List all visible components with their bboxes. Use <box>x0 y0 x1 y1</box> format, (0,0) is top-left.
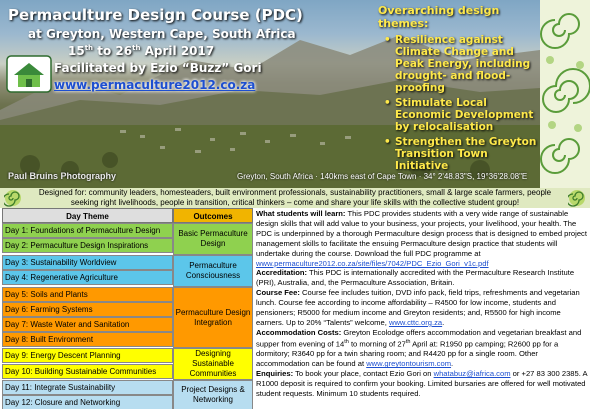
ordinal-suffix: th <box>344 338 349 345</box>
accommodation-text: Greyton Ecolodge offers accommodation and vegetarian breakfast and supper from evening of 14 <box>256 327 582 349</box>
designed-for-text: Designed for: community leaders, homesteaders, built environment professionals, sustainability practitioners, small & large scale farmers, people seeking right livelihoods, people in transition, critical thinkers – come and share your life skills with the collective student group! <box>38 188 552 207</box>
programme-link[interactable]: www.permaculture2012.co.za/site/files/7042/PDC_Ezio_Gori_v1c.pdf <box>256 258 489 268</box>
enquiries-label: Enquiries: <box>256 369 294 379</box>
theme-item: • Strengthen the Greyton Transition Town Initiative <box>388 136 538 172</box>
themes-heading: Overarching design themes: <box>378 4 500 30</box>
outcome-cell: Permaculture Consciousness <box>173 255 253 287</box>
theme-item: • Stimulate Local Economic Development by relocalisation <box>388 97 538 133</box>
accommodation-label: Accommodation Costs: <box>256 327 342 337</box>
location-caption: Greyton, South Africa · 140kms east of Cape Town · 34° 2'48.83"S, 19°36'28.08"E <box>237 172 528 181</box>
day-row: Day 4: Regenerative Agriculture <box>2 270 173 285</box>
accommodation-text: April at: R1950 pp camping; R2600 pp for a dormitory; R3640 pp for a twin sharing room; and R4420 pp for a single room. Other accommodation can be found at <box>256 339 559 369</box>
learn-paragraph <box>256 209 588 268</box>
outcome-cell: Project Designs & Networking <box>173 380 253 409</box>
designed-for-strip <box>0 188 590 208</box>
email-link[interactable]: whatabuz@iafrica.com <box>433 369 511 379</box>
fee-label: Course Fee: <box>256 288 300 298</box>
enquiries-text: or +27 83 300 2385. A R1000 deposit is required to confirm your booking. Limited bursaries are offered for well motivated student requests. Minimum 10 students required. <box>256 369 588 398</box>
accommodation-text: to morning of 27 <box>348 339 406 349</box>
day-row: Day 12: Closure and Networking <box>2 395 173 409</box>
enquiries-text: To book your place, contact Ezio Gori on <box>295 369 432 379</box>
day-row: Day 1: Foundations of Permaculture Design <box>2 223 173 238</box>
day-row: Day 3: Sustainability Worldview <box>2 255 173 270</box>
talents-link[interactable]: www.cttc.org.za <box>388 317 443 327</box>
accreditation-label: Accreditation: <box>256 268 308 278</box>
banner-photo <box>0 0 590 188</box>
fee-text: Course fee includes tuition, DVD info pack, field trips, refreshments and vegetarian lunch. Course fee according to income affordability – R4500 for low income, students and pensioners; R5000 for medium income and Greyton residents; and, R5500 for high income earners. Up to 20% “Talents” welcome, <box>256 288 580 327</box>
day-row: Day 2: Permaculture Design Inspirations <box>2 238 173 253</box>
outcome-cell: Designing Sustainable Communities <box>173 348 253 380</box>
house-logo-icon <box>6 55 52 93</box>
facilitator: Facilitated by Ezio “Buzz” Gori <box>54 61 262 75</box>
header-day-theme: Day Theme <box>2 208 173 223</box>
fee-paragraph: Course Fee: Course fee includes tuition, DVD info pack, field trips, refreshments and vegetarian lunch. Course fee according to income affordability – R4500 for low income, students and pensioners; R5000 for medium income and Greyton residents; and, R5500 for high income earners. Up to 20% “Talents” welcome, www.cttc.org.za. <box>256 288 580 327</box>
accommodation-paragraph: Accommodation Costs: Greyton Ecolodge offers accommodation and vegetarian breakfast and supper from evening of 14th to morning of 27th April at: R1950 pp camping; R2600 pp for a dormitory; R3640 pp for a twin sharing room; and R4420 pp for a single room. Other accommodation can be found at www.greytontourism.com. <box>256 327 582 369</box>
enquiries-paragraph <box>256 369 588 399</box>
schedule-table <box>2 208 253 407</box>
themes-box <box>378 4 538 175</box>
learn-text: This PDC provides students with a very wide range of sustainable design skills that will add value to your business, your projects, your livelihood, your health. The PDC is underpinned by a thorough Permaculture design process that is designed to embed project management skills to facilitate the ensuing Permaculture design practice that students will undertake during the course. Download the full PDC programme at <box>256 209 587 258</box>
spiral-icon <box>4 189 22 207</box>
tourism-link[interactable]: www.greytontourism.com <box>366 359 452 369</box>
theme-item: • Resilience against Climate Change and Peak Energy, including drought- and flood-proofing <box>388 34 538 94</box>
website-line <box>54 78 278 92</box>
themes-list <box>378 34 538 172</box>
outcome-cell: Permaculture Design Integration <box>173 287 253 348</box>
outcome-cell: Basic Permaculture Design <box>173 223 253 255</box>
course-dates: 15th to 26th April 2017 <box>68 44 215 58</box>
day-row: Day 6: Farming Systems <box>2 302 173 317</box>
permaculture-design-illustration <box>540 0 590 188</box>
day-row: Day 11: Integrate Sustainability <box>2 380 173 395</box>
day-row: Day 10: Building Sustainable Communities <box>2 364 173 379</box>
ordinal-suffix: th <box>405 338 411 345</box>
learn-label: What students will learn: <box>256 209 346 218</box>
course-title: Permaculture Design Course (PDC) <box>8 6 303 24</box>
accreditation-paragraph <box>256 268 588 288</box>
day-row: Day 7: Waste Water and Sanitation <box>2 317 173 332</box>
course-location: at Greyton, Western Cape, South Africa <box>28 27 296 41</box>
accreditation-text: This PDC is internationally accredited with the Permaculture Research Institute (PRI), Australia, and, the Permaculture Association, Britain. <box>256 268 575 288</box>
day-row: Day 5: Soils and Plants <box>2 287 173 302</box>
website-link[interactable]: www.permaculture2012.co.za <box>54 78 256 92</box>
course-info <box>256 209 588 407</box>
day-row: Day 8: Built Environment <box>2 332 173 347</box>
photo-credit: Paul Bruins Photography <box>8 171 117 181</box>
spiral-icon <box>568 189 586 207</box>
day-row: Day 9: Energy Descent Planning <box>2 348 173 363</box>
header-outcomes: Outcomes <box>173 208 253 223</box>
